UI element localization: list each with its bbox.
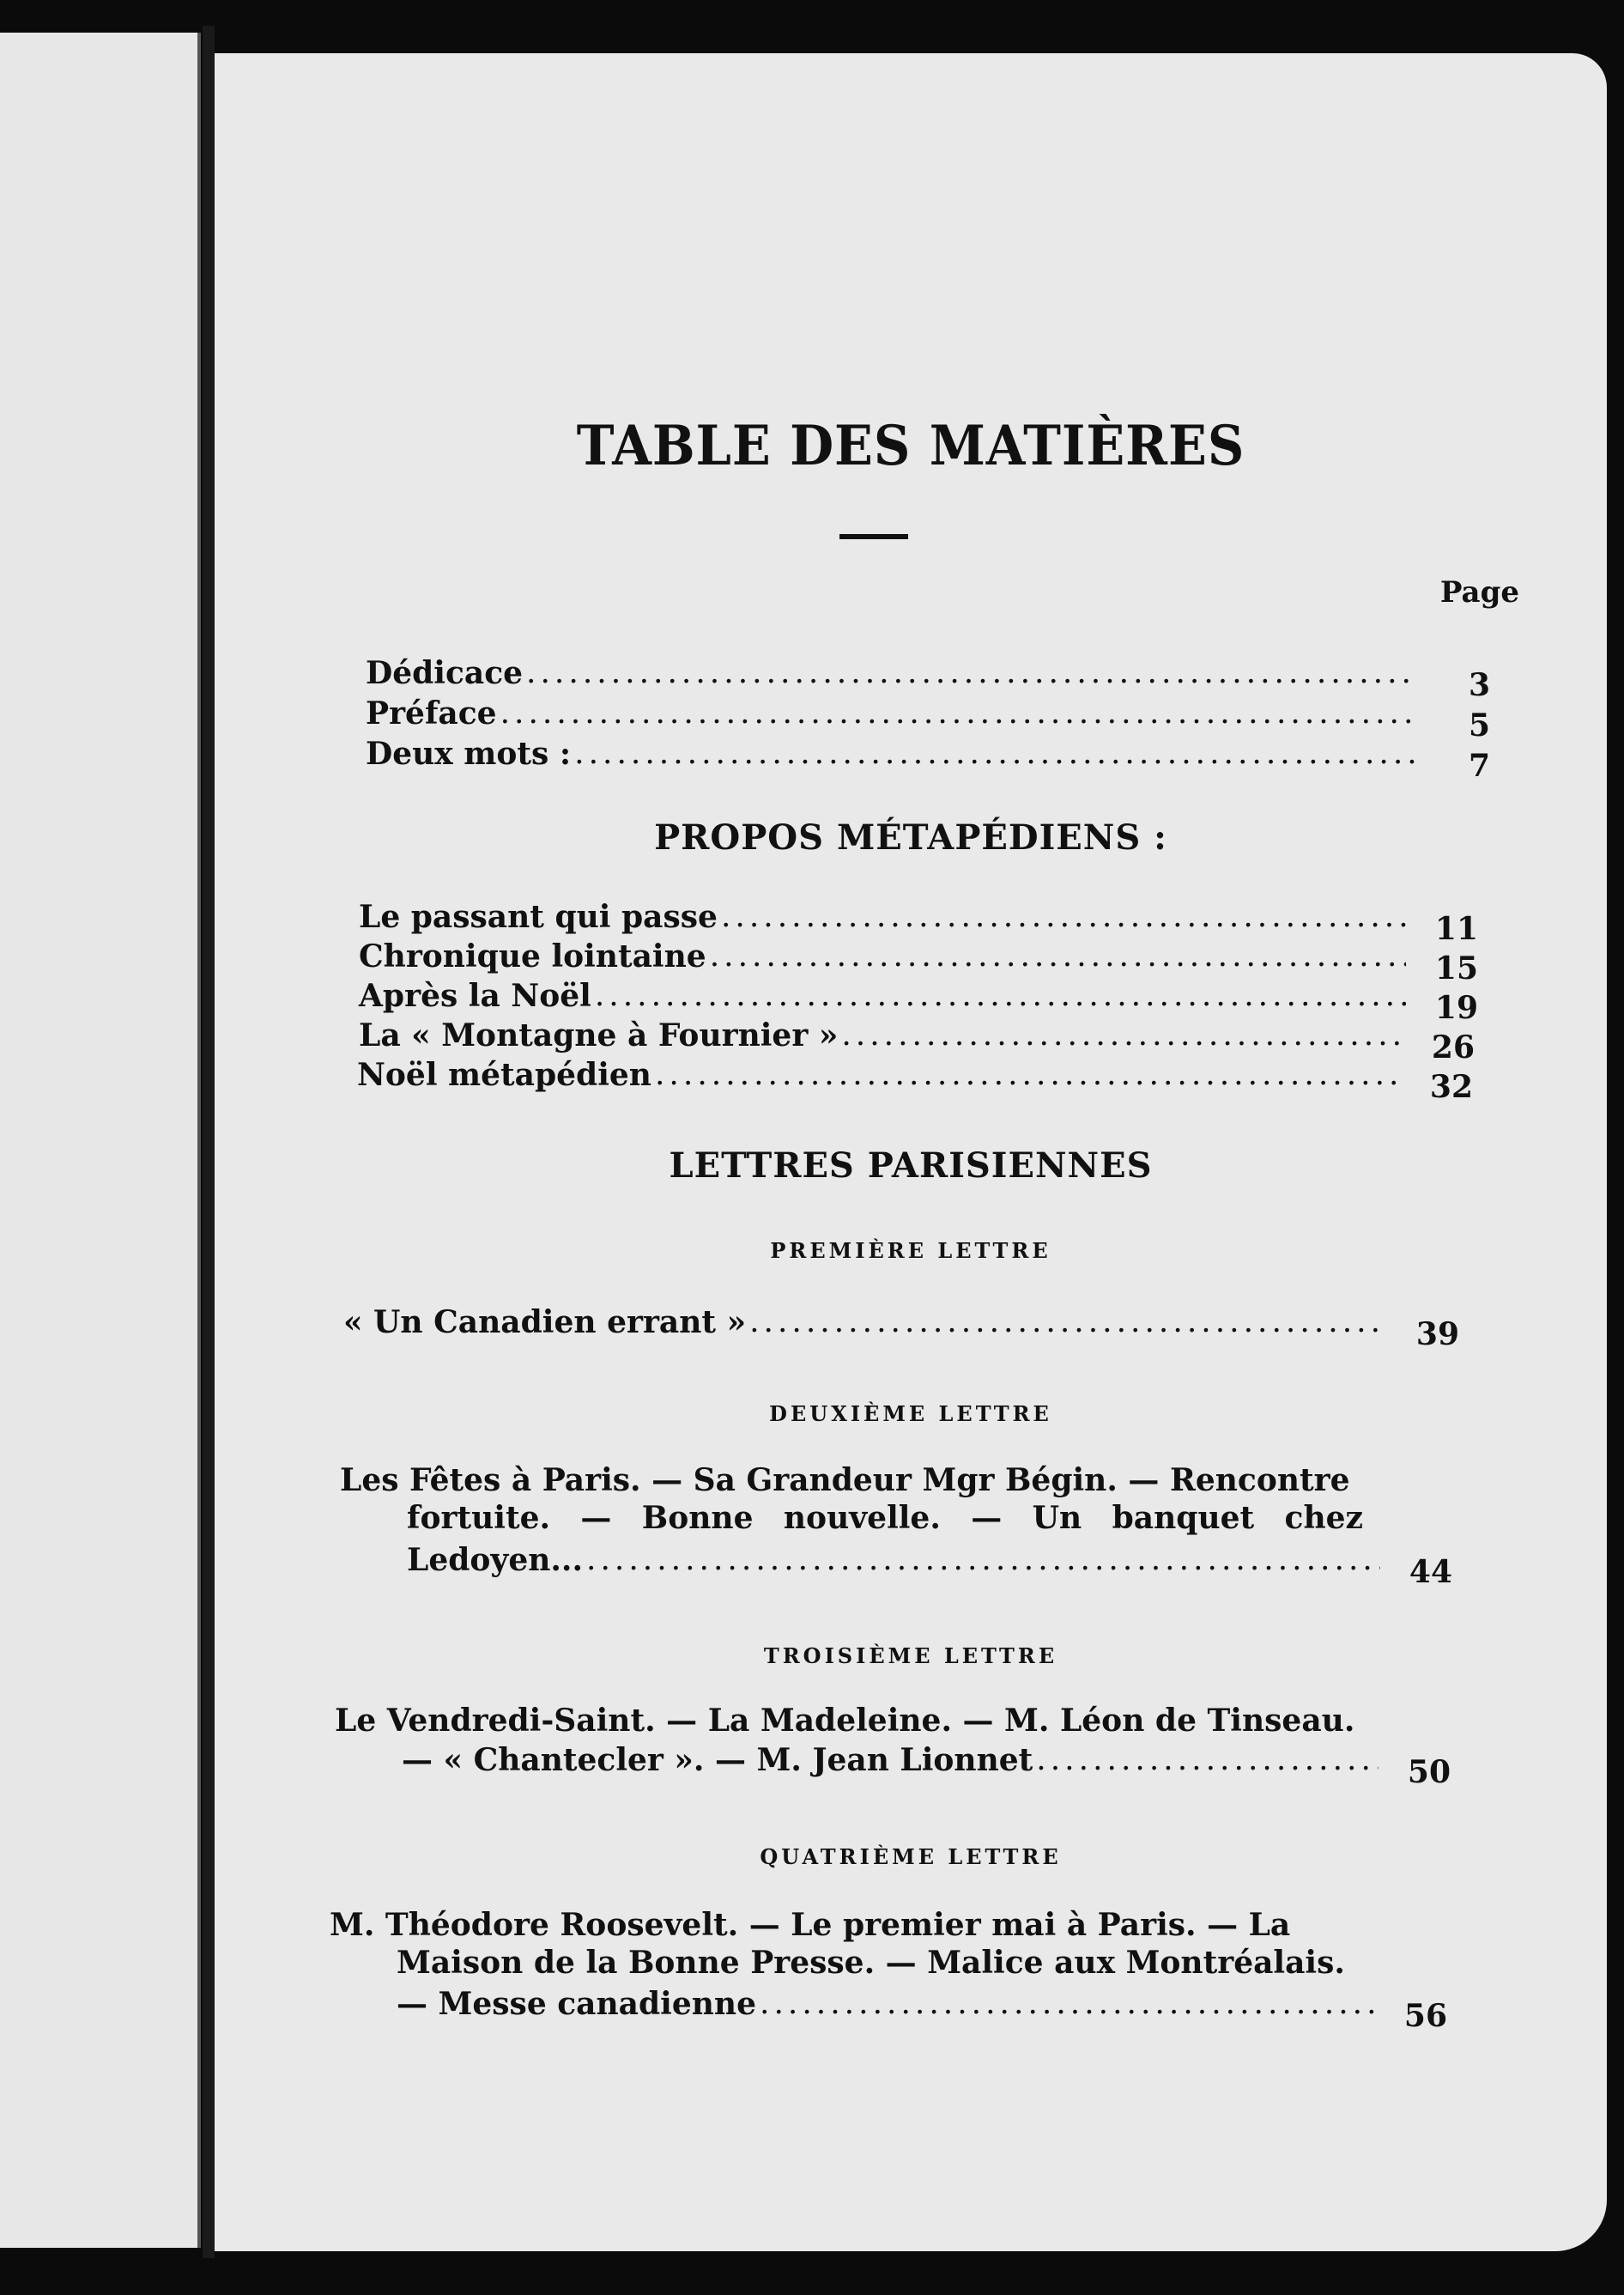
leader-dots	[746, 1303, 1387, 1341]
toc-entry-line: Le Vendredi-Saint. — La Madeleine. — M. Léon de Tinseau.	[335, 1703, 1355, 1739]
leader-dots	[571, 735, 1418, 773]
toc-entry-line: fortuite. — Bonne nouvelle. — Un banquet chez	[407, 1500, 1363, 1536]
toc-entry-dedicace[interactable]	[366, 654, 1490, 703]
book-page	[215, 53, 1607, 2251]
toc-entry-line: Maison de la Bonne Presse. — Malice aux Montréalais.	[397, 1945, 1345, 1981]
toc-entry-label: Le passant qui passe	[359, 899, 718, 935]
toc-entry-page: 39	[1415, 1316, 1459, 1352]
page-title: TABLE DES MATIÈRES	[576, 414, 1245, 478]
toc-entry-page: 5	[1468, 707, 1490, 744]
leader-dots	[523, 654, 1418, 692]
toc-entry-page: 7	[1468, 748, 1490, 784]
leader-dots	[1033, 1741, 1379, 1779]
toc-entry-page: 3	[1468, 667, 1490, 703]
toc-entry-line: M. Théodore Roosevelt. — Le premier mai à Paris. — La	[330, 1907, 1291, 1943]
section-heading-lettres: LETTRES PARISIENNES	[669, 1145, 1153, 1186]
toc-entry-page: 15	[1434, 950, 1478, 987]
toc-entry-preface[interactable]	[366, 695, 1490, 744]
toc-entry[interactable]	[359, 1017, 1475, 1066]
letter-heading: TROISIÈME LETTRE	[763, 1643, 1058, 1668]
toc-entry-label: Dédicace	[366, 655, 524, 691]
toc-entry-page: 50	[1407, 1754, 1451, 1790]
leader-dots	[718, 898, 1406, 936]
toc-entry-deux-mots[interactable]	[366, 735, 1490, 784]
page-column-label: Page	[1439, 575, 1519, 610]
leader-dots	[497, 695, 1418, 732]
leader-dots	[651, 1056, 1401, 1094]
toc-entry[interactable]	[359, 898, 1478, 947]
letter-heading: PREMIÈRE LETTRE	[770, 1238, 1051, 1263]
leader-dots	[706, 938, 1406, 975]
toc-entry-paragraph[interactable]	[340, 1461, 1363, 1537]
facing-page-edge	[0, 33, 201, 2248]
toc-entry-label: La « Montagne à Fournier »	[359, 1017, 839, 1053]
toc-entry-label: Ledoyen...	[407, 1542, 583, 1578]
section-heading-propos: PROPOS MÉTAPÉDIENS :	[654, 817, 1167, 858]
leader-dots	[756, 1985, 1375, 2023]
toc-entry-label: — « Chantecler ». — M. Jean Lionnet	[402, 1742, 1033, 1778]
toc-entry-paragraph[interactable]	[330, 1906, 1356, 1982]
toc-entry-label: « Un Canadien errant »	[343, 1304, 747, 1340]
toc-entry-page: 44	[1409, 1554, 1452, 1590]
toc-entry[interactable]	[407, 1541, 1452, 1590]
toc-entry-page: 56	[1403, 1998, 1447, 2034]
toc-entry[interactable]	[402, 1741, 1451, 1790]
leader-dots	[838, 1017, 1403, 1054]
title-rule	[839, 534, 908, 539]
toc-entry-label: — Messe canadienne	[397, 1986, 757, 2022]
toc-entry-paragraph[interactable]	[335, 1702, 1408, 1739]
toc-entry-label: Après la Noël	[359, 978, 591, 1014]
toc-entry-label: Préface	[366, 695, 497, 732]
toc-entry-line: Les Fêtes à Paris. — Sa Grandeur Mgr Bégin. — Rencontre	[340, 1462, 1350, 1498]
toc-entry-page: 32	[1429, 1069, 1473, 1105]
toc-entry-label: Chronique lointaine	[359, 938, 706, 974]
toc-entry-label: Deux mots :	[366, 736, 572, 772]
leader-dots	[583, 1541, 1380, 1579]
book-gutter	[203, 26, 215, 2258]
letter-heading: DEUXIÈME LETTRE	[769, 1401, 1052, 1426]
toc-entry-page: 26	[1431, 1029, 1475, 1066]
toc-entry[interactable]	[343, 1303, 1459, 1352]
toc-entry[interactable]	[357, 1056, 1473, 1105]
toc-entry-page: 11	[1434, 911, 1478, 947]
toc-entry-label: Noël métapédien	[357, 1057, 651, 1093]
toc-entry[interactable]	[359, 977, 1478, 1026]
toc-entry[interactable]	[359, 938, 1478, 987]
letter-heading: QUATRIÈME LETTRE	[760, 1844, 1062, 1869]
leader-dots	[591, 977, 1406, 1015]
toc-entry[interactable]	[397, 1985, 1447, 2034]
toc-entry-page: 19	[1434, 990, 1478, 1026]
